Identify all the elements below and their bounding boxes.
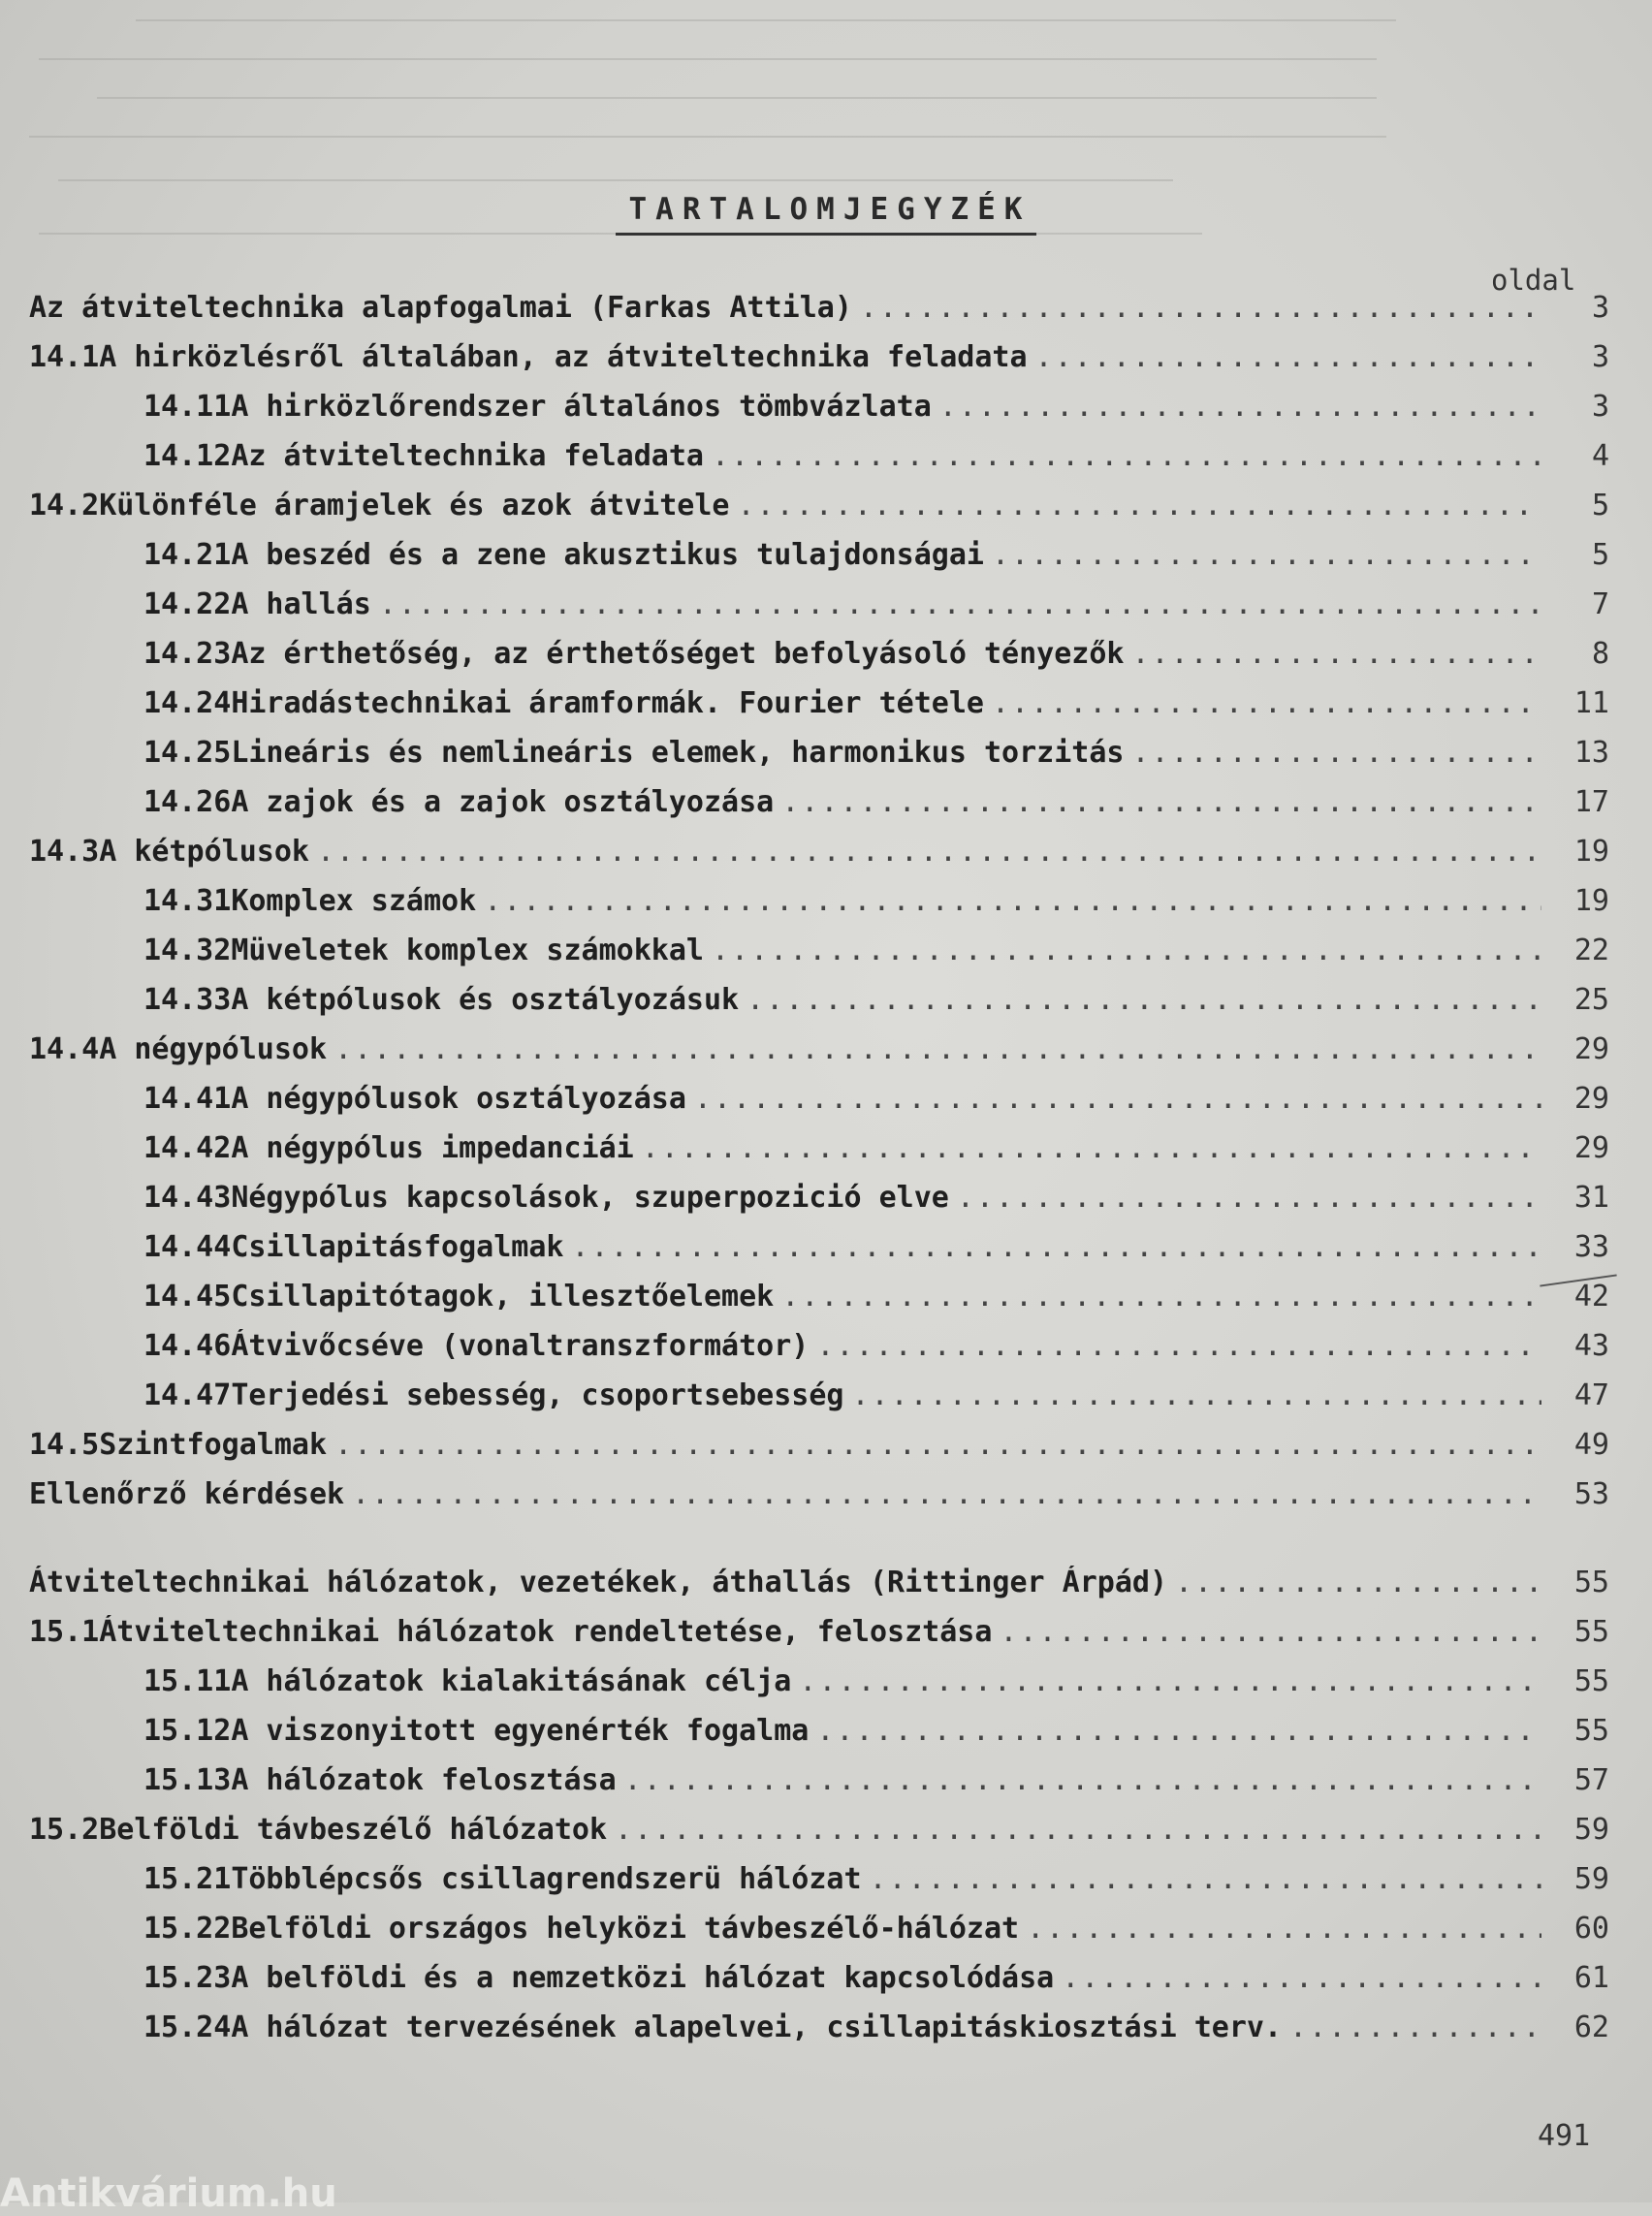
toc-entry (29, 1428, 1609, 1471)
toc-entry-title: Átviteltechnikai hálózatok rendeltetése, felosztása (99, 1615, 993, 1649)
toc-entry (143, 1131, 1609, 1174)
toc-leader-dots (704, 439, 1541, 473)
toc-entry-page: 3 (1591, 340, 1609, 374)
toc-leader-dots (327, 1032, 1541, 1066)
toc-leader-dots (563, 1230, 1541, 1264)
toc-entry-title: A hálózat tervezésének alapelvei, csillapitáskiosztási terv. (231, 2010, 1283, 2044)
toc-entry-title: Müveletek komplex számokkal (231, 934, 704, 967)
toc-leader-dots (809, 1714, 1541, 1748)
toc-leader-dots (791, 1664, 1541, 1698)
toc-entry-number: 15.12 (143, 1714, 232, 1748)
toc-entry (143, 785, 1609, 828)
toc-leader-dots (371, 587, 1541, 621)
toc-entry (29, 1566, 1609, 1608)
toc-entry (143, 1378, 1609, 1421)
toc-entry-number: 14.3 (29, 835, 100, 869)
toc-entry (143, 1280, 1609, 1322)
toc-leader-dots (932, 390, 1541, 424)
toc-entry-title: A négypólusok (99, 1032, 328, 1066)
toc-entry-number: 14.2 (29, 489, 100, 522)
toc-entry-number: 15.21 (143, 1862, 232, 1896)
toc-entry-title: Átvivőcséve (vonaltranszformátor) (231, 1329, 810, 1363)
toc-entry (29, 340, 1609, 383)
toc-entry-page: 43 (1573, 1329, 1609, 1363)
toc-leader-dots (309, 835, 1541, 869)
toc-entry-number: 15.11 (143, 1664, 232, 1698)
toc-entry-number: 15.22 (143, 1912, 232, 1946)
toc-entry-page: 61 (1573, 1961, 1609, 1995)
toc-entry (143, 1714, 1609, 1757)
toc-entry-page: 3 (1591, 390, 1609, 424)
toc-entry (29, 1477, 1609, 1520)
toc-entry (143, 1961, 1609, 2004)
toc-entry-number: 14.41 (143, 1082, 232, 1116)
toc-entry (29, 835, 1609, 877)
toc-entry-number: 14.31 (143, 884, 232, 918)
page-column-header: oldal (1491, 264, 1576, 297)
toc-entry (143, 884, 1609, 927)
toc-leader-dots (1019, 1912, 1541, 1946)
toc-entry-page: 59 (1573, 1813, 1609, 1847)
toc-entry-title: Csillapitásfogalmak (231, 1230, 564, 1264)
toc-leader-dots (729, 489, 1541, 522)
toc-entry (143, 2010, 1609, 2053)
toc-entry (143, 637, 1609, 680)
toc-entry-title: A hálózatok felosztása (231, 1763, 617, 1797)
toc-entry-page: 60 (1573, 1912, 1609, 1946)
toc-entry-title: Terjedési sebesség, csoportsebesség (231, 1378, 844, 1412)
toc-entry-number: 14.32 (143, 934, 232, 967)
toc-leader-dots (984, 686, 1541, 720)
toc-entry-title: A kétpólusok (99, 835, 309, 869)
toc-entry-number: 14.45 (143, 1280, 232, 1314)
toc-entry (143, 1763, 1609, 1806)
page-number: 491 (1538, 2119, 1591, 2153)
toc-entry-page: 53 (1573, 1477, 1609, 1511)
toc-entry-page: 55 (1573, 1714, 1609, 1748)
toc-entry-title: Lineáris és nemlineáris elemek, harmonikus torzitás (231, 736, 1125, 770)
toc-entry (143, 1862, 1609, 1905)
toc-entry-title: A zajok és a zajok osztályozása (231, 785, 775, 819)
toc-entry (29, 1032, 1609, 1075)
toc-entry (143, 1082, 1609, 1124)
toc-entry (143, 1230, 1609, 1273)
toc-entry-title: Belföldi távbeszélő hálózatok (99, 1813, 608, 1847)
toc-entry-page: 47 (1573, 1378, 1609, 1412)
toc-entry-title: Komplex számok (231, 884, 477, 918)
toc-entry (29, 291, 1609, 333)
toc-entry-page: 5 (1591, 489, 1609, 522)
toc-entry-page: 29 (1573, 1131, 1609, 1165)
toc-entry (29, 489, 1609, 531)
toc-entry-number: 15.24 (143, 2010, 232, 2044)
toc-entry-number: 14.21 (143, 538, 232, 572)
toc-entry-number: 14.24 (143, 686, 232, 720)
toc-entry-title: Csillapitótagok, illesztőelemek (231, 1280, 775, 1314)
toc-leader-dots (774, 1280, 1541, 1314)
toc-leader-dots (1282, 2010, 1541, 2044)
toc-entry-title: Ellenőrző kérdések (29, 1477, 345, 1511)
toc-entry (143, 1181, 1609, 1223)
toc-leader-dots (476, 884, 1541, 918)
toc-entry-number: 14.1 (29, 340, 100, 374)
toc-entry (143, 983, 1609, 1026)
toc-leader-dots (1124, 637, 1541, 671)
toc-entry-number: 15.13 (143, 1763, 232, 1797)
toc-leader-dots (1028, 340, 1541, 374)
toc-leader-dots (327, 1428, 1541, 1462)
toc-leader-dots (686, 1082, 1541, 1116)
toc-entry-page: 29 (1573, 1082, 1609, 1116)
toc-entry-page: 49 (1573, 1428, 1609, 1462)
toc-entry-page: 11 (1573, 686, 1609, 720)
toc-entry-title: Átviteltechnikai hálózatok, vezetékek, áthallás (Rittinger Árpád) (29, 1566, 1167, 1599)
toc-entry (143, 439, 1609, 482)
toc-entry-number: 14.23 (143, 637, 232, 671)
toc-entry (143, 1912, 1609, 1954)
toc-entry-page: 13 (1573, 736, 1609, 770)
toc-entry-number: 14.33 (143, 983, 232, 1017)
page-title: TARTALOMJEGYZÉK (0, 192, 1652, 227)
toc-entry-number: 15.23 (143, 1961, 232, 1995)
toc-entry-title: A belföldi és a nemzetközi hálózat kapcsolódása (231, 1961, 1055, 1995)
toc-entry-title: A négypólus impedanciái (231, 1131, 634, 1165)
toc-entry-page: 17 (1573, 785, 1609, 819)
toc-leader-dots (949, 1181, 1541, 1215)
toc-entry-title: A négypólusok osztályozása (231, 1082, 686, 1116)
toc-entry (143, 390, 1609, 432)
toc-leader-dots (1054, 1961, 1541, 1995)
toc-entry-number: 15.2 (29, 1813, 100, 1847)
toc-entry-page: 42 (1573, 1280, 1609, 1314)
toc-entry (143, 686, 1609, 729)
toc-entry-number: 14.5 (29, 1428, 100, 1462)
toc-entry-number: 14.26 (143, 785, 232, 819)
toc-entry-title: A hirközlésről általában, az átviteltechnika feladata (99, 340, 1028, 374)
toc-leader-dots (843, 1378, 1541, 1412)
toc-entry-number: 14.11 (143, 390, 232, 424)
toc-entry-number: 14.42 (143, 1131, 232, 1165)
toc-entry-title: A viszonyitott egyenérték fogalma (231, 1714, 810, 1748)
toc-entry-title: Az érthetőség, az érthetőséget befolyásoló tényezők (231, 637, 1125, 671)
toc-leader-dots (852, 291, 1541, 325)
toc-entry (29, 1615, 1609, 1658)
toc-entry-title: Többlépcsős csillagrendszerü hálózat (231, 1862, 862, 1896)
toc-leader-dots (1124, 736, 1541, 770)
toc-entry-title: Belföldi országos helyközi távbeszélő-hálózat (231, 1912, 1020, 1946)
toc-leader-dots (862, 1862, 1541, 1896)
toc-entry (143, 934, 1609, 976)
toc-entry-page: 55 (1573, 1566, 1609, 1599)
toc-leader-dots (984, 538, 1541, 572)
toc-entry-title: A hálózatok kialakitásának célja (231, 1664, 792, 1698)
toc-leader-dots (344, 1477, 1541, 1511)
toc-leader-dots (992, 1615, 1541, 1649)
toc-entry-number: 15.1 (29, 1615, 100, 1649)
toc-entry-page: 19 (1573, 884, 1609, 918)
toc-entry-number: 14.46 (143, 1329, 232, 1363)
toc-entry-title: A kétpólusok és osztályozásuk (231, 983, 740, 1017)
toc-entry-page: 57 (1573, 1763, 1609, 1797)
toc-entry-number: 14.47 (143, 1378, 232, 1412)
toc-entry-page: 59 (1573, 1862, 1609, 1896)
toc-leader-dots (607, 1813, 1541, 1847)
toc-entry-page: 7 (1591, 587, 1609, 621)
toc-entry-number: 14.4 (29, 1032, 100, 1066)
toc-entry-title: Az átviteltechnika alapfogalmai (Farkas Attila) (29, 291, 852, 325)
toc-leader-dots (704, 934, 1541, 967)
toc-entry-page: 62 (1573, 2010, 1609, 2044)
toc-entry-page: 22 (1573, 934, 1609, 967)
toc-entry-title: Különféle áramjelek és azok átvitele (99, 489, 730, 522)
toc-entry (143, 1664, 1609, 1707)
toc-entry-page: 55 (1573, 1615, 1609, 1649)
bleed-through-text (0, 0, 1652, 281)
toc-entry-title: A hirközlőrendszer általános tömbvázlata (231, 390, 932, 424)
toc-entry (143, 538, 1609, 581)
toc-leader-dots (739, 983, 1541, 1017)
toc-entry-number: 14.43 (143, 1181, 232, 1215)
toc-entry (143, 1329, 1609, 1372)
toc-entry-number: 14.25 (143, 736, 232, 770)
toc-entry-page: 25 (1573, 983, 1609, 1017)
toc-leader-dots (634, 1131, 1541, 1165)
toc-entry-number: 14.12 (143, 439, 232, 473)
toc-entry (143, 587, 1609, 630)
toc-entry-page: 5 (1591, 538, 1609, 572)
toc-entry-page: 19 (1573, 835, 1609, 869)
toc-entry-page: 33 (1573, 1230, 1609, 1264)
toc-entry-title: Szintfogalmak (99, 1428, 328, 1462)
toc-leader-dots (809, 1329, 1541, 1363)
toc-entry-title: Hiradástechnikai áramformák. Fourier tétele (231, 686, 984, 720)
toc-entry-title: Négypólus kapcsolások, szuperpozició elve (231, 1181, 949, 1215)
toc-entry-title: A beszéd és a zene akusztikus tulajdonságai (231, 538, 984, 572)
toc-leader-dots (774, 785, 1541, 819)
toc-leader-dots (617, 1763, 1541, 1797)
toc-entry-page: 29 (1573, 1032, 1609, 1066)
toc-entry-number: 14.22 (143, 587, 232, 621)
toc-entry-title: A hallás (231, 587, 371, 621)
toc-entry-page: 4 (1591, 439, 1609, 473)
toc-entry-title: Az átviteltechnika feladata (231, 439, 704, 473)
toc-entry (29, 1813, 1609, 1855)
toc-entry-page: 55 (1573, 1664, 1609, 1698)
toc-entry-page: 31 (1573, 1181, 1609, 1215)
toc-entry (143, 736, 1609, 778)
watermark: Antikvárium.hu (0, 2171, 337, 2216)
toc-leader-dots (1167, 1566, 1541, 1599)
toc-entry-number: 14.44 (143, 1230, 232, 1264)
toc-entry-page: 3 (1591, 291, 1609, 325)
toc-entry-page: 8 (1591, 637, 1609, 671)
